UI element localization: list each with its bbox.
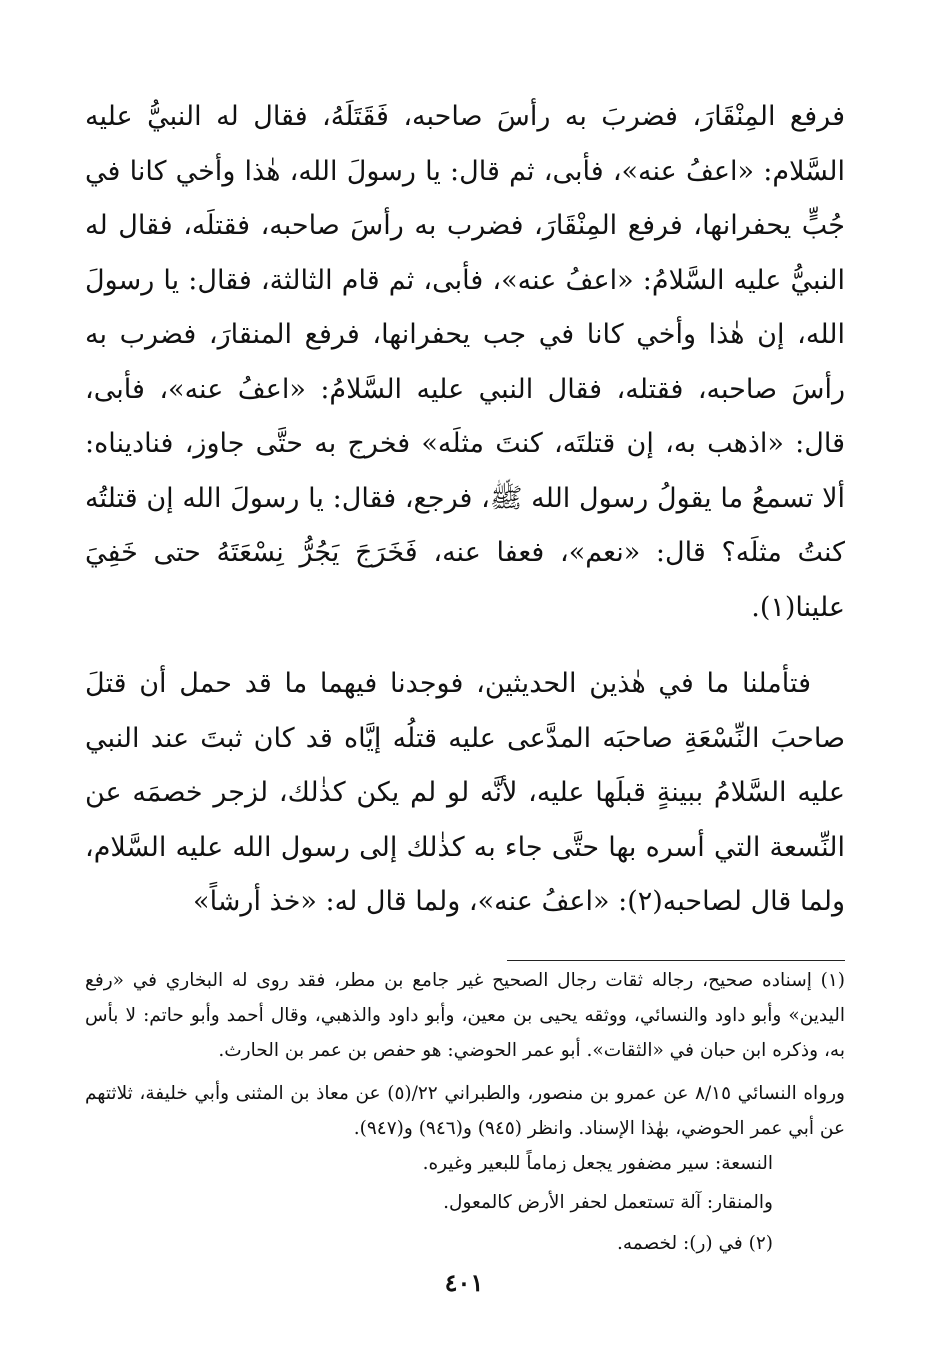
book-page bbox=[85, 90, 845, 1320]
main-paragraph-1: فرفع المِنْقَارَ، فضربَ به رأسَ صاحبه، فَقَتَلَهُ، فقال له النبيُّ عليه السَّلام: «اعفُ عنه»، فأبى، ثم قال: يا رسولَ الله، هٰذا وأخي كانا في جُبٍّ يحفرانها، فرفع المِنْقَارَ، فضرب به رأسَ صاحبه، فقتلَه، فقال له النبيُّ عليه السَّلامُ: «اعفُ عنه»، فأبى، ثم قام الثالثة، فقال: يا رسولَ الله، إن هٰذا وأخي كانا في جب يحفرانها، فرفع المنقارَ، فضرب به رأسَ صاحبه، فقتله، فقال النبي عليه السَّلامُ: «اعفُ عنه»، فأبى، قال: «اذهب به، إن قتلتَه، كنتَ مثلَه» فخرج به حتَّى جاوز، فناديناه: ألا تسمعُ ما يقولُ رسول الله ﷺ، فرجع، فقال: يا رسولَ الله إن قتلتُه كنتُ مثلَه؟ قال: «نعم»، فعفا عنه، فَخَرَجَ يَجُرُّ نِسْعَتَهُ حتى خَفِيَ علينا(١). bbox=[85, 101, 845, 623]
gloss-nisa: النسعة: سير مضفور يجعل زماماً للبعير وغيره. bbox=[422, 1152, 773, 1174]
footnote-1-paragraph-2: ورواه النسائي ٨/١٥ عن عمرو بن منصور، والطبراني ٢٢/(٥) عن معاذ بن المثنى وأبي خليفة، ثلاثتهم عن أبي عمر الحوضي، بهٰذا الإسناد. وانظر (٩٤٥) و(٩٤٦) و(٩٤٧). bbox=[85, 1082, 845, 1139]
footnote-1-paragraph-1: (١) إسناده صحيح، رجاله ثقات رجال الصحيح غير جامع بن مطر، فقد روى له البخاري في «رفع اليدين» وأبو داود والنسائي، ووثقه يحيى بن معين، وأبو داود والذهبي، وقال أحمد وأبو حاتم: لا بأس به، وذكره ابن حبان في «الثقات». أبو عمر الحوضي: هو حفص بن عمر بن الحارث. bbox=[85, 969, 845, 1061]
gloss-minqar: والمنقار: آلة تستعمل لحفر الأرض كالمعول. bbox=[443, 1191, 773, 1213]
main-text bbox=[85, 90, 845, 930]
main-paragraph-2: فتأملنا ما في هٰذين الحديثين، فوجدنا فيهما ما قد حمل أن قتلَ صاحبَ النِّسْعَةِ صاحبَه المدَّعى عليه قتلُه إيَّاه قد كان ثبتَ عند النبي عليه السَّلامُ ببينةٍ قبلَها عليه، لأنَّه لو لم يكن كذٰلك، لزجر خصمَه عن النِّسعة التي أسره بها حتَّى جاء به كذٰلك إلى رسول الله عليه السَّلام، ولما قال لصاحبه(٢): «اعفُ عنه»، ولما قال له: «خذ أرشاً» bbox=[85, 668, 845, 917]
page-number: ٤٠١ bbox=[444, 1268, 484, 1297]
footnote-separator bbox=[507, 960, 845, 961]
footnotes bbox=[85, 963, 845, 1261]
footnote-2: (٢) في (ر): لخصمه. bbox=[617, 1232, 773, 1254]
